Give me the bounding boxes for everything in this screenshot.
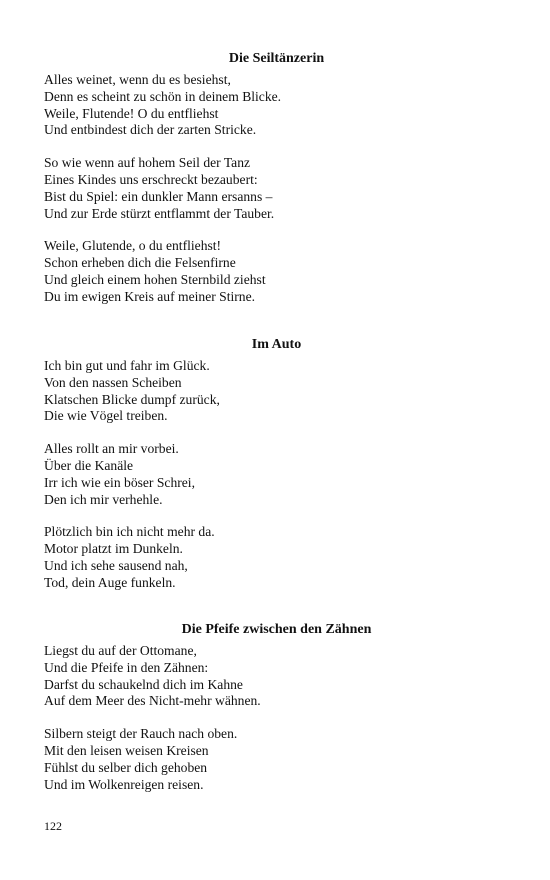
verse-line: Und entbindest dich der zarten Stricke.: [44, 122, 257, 138]
verse-line: Eines Kindes uns erschreckt bezaubert:: [44, 171, 258, 187]
stanza: [44, 72, 509, 139]
stanza: [44, 238, 509, 305]
verse-line: Klatschen Blicke dumpf zurück,: [44, 391, 220, 407]
verse-line: Denn es scheint zu schön in deinem Blicke.: [44, 88, 282, 104]
verse-line: So wie wenn auf hohem Seil der Tanz: [44, 155, 251, 171]
stanza: [44, 726, 509, 793]
verse-line: Und zur Erde stürzt entflammt der Tauber.: [44, 205, 275, 221]
stanza: [44, 441, 509, 508]
verse-line: Den ich mir verhehle.: [44, 491, 163, 507]
verse-line: Mit den leisen weisen Kreisen: [44, 742, 209, 758]
verse-line: Und die Pfeife in den Zähnen:: [44, 659, 209, 675]
poem-title: Die Pfeife zwischen den Zähnen: [181, 622, 372, 637]
verse-line: Weile, Flutende! O du entfliehst: [44, 105, 219, 121]
page-number: 122: [44, 819, 62, 833]
stanza: [44, 643, 509, 710]
poem-im-auto: [44, 336, 509, 608]
verse-line: Silbern steigt der Rauch nach oben.: [44, 726, 238, 742]
verse-line: Weile, Glutende, o du entfliehst!: [44, 238, 222, 254]
verse-line: Du im ewigen Kreis auf meiner Stirne.: [44, 288, 256, 304]
stanza: [44, 524, 509, 591]
verse-line: Irr ich wie ein böser Schrei,: [44, 474, 195, 490]
verse-line: Über die Kanäle: [44, 457, 134, 473]
verse-line: Und im Wolkenreigen reisen.: [44, 776, 204, 792]
poem-seiltaenzerin: [44, 50, 509, 322]
verse-line: Schon erheben dich die Felsenfirne: [44, 255, 236, 271]
verse-line: Plötzlich bin ich nicht mehr da.: [44, 524, 215, 540]
poem-title: Im Auto: [251, 337, 302, 352]
verse-line: Liegst du auf der Ottomane,: [44, 643, 197, 658]
verse-line: Ich bin gut und fahr im Glück.: [44, 358, 210, 373]
verse-line: Von den nassen Scheiben: [44, 374, 182, 390]
poem-pfeife: [44, 621, 509, 809]
poem-title: Die Seiltänzerin: [228, 51, 325, 66]
stanza: [44, 155, 509, 222]
stanza: [44, 358, 509, 425]
verse-line: Fühlst du selber dich gehoben: [44, 759, 208, 775]
verse-line: Alles weinet, wenn du es besiehst,: [44, 72, 231, 87]
verse-line: Die wie Vögel treiben.: [44, 408, 168, 424]
verse-line: Darfst du schaukelnd dich im Kahne: [44, 676, 243, 692]
verse-line: Motor platzt im Dunkeln.: [44, 541, 183, 557]
verse-line: Und ich sehe sausend nah,: [44, 557, 188, 573]
verse-line: Bist du Spiel: ein dunkler Mann ersanns –: [44, 188, 273, 204]
verse-line: Auf dem Meer des Nicht-mehr wähnen.: [44, 693, 261, 709]
verse-line: Und gleich einem hohen Sternbild ziehst: [44, 271, 266, 287]
verse-line: Tod, dein Auge funkeln.: [44, 574, 176, 590]
verse-line: Alles rollt an mir vorbei.: [44, 441, 179, 457]
